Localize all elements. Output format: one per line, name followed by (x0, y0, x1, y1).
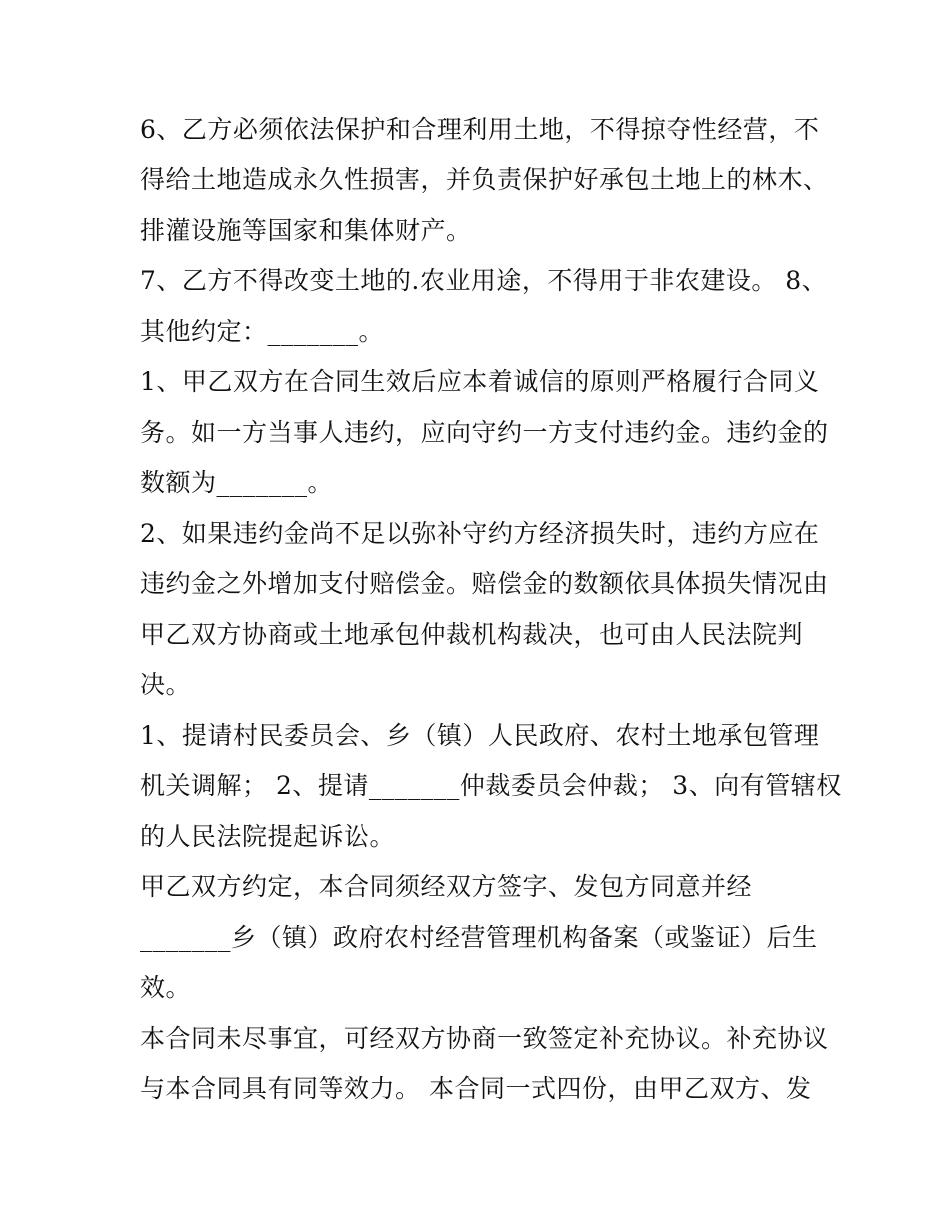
text-line: 效。 (140, 973, 192, 1002)
text-line: 机关调解； 2、提请_______仲裁委员会仲裁； 3、向有管辖权 (140, 771, 842, 800)
text-line: 1、甲乙双方在合同生效后应本着诚信的原则严格履行合同义 (140, 367, 820, 396)
text-line: 甲乙双方协商或土地承包仲裁机构裁决，也可由人民法院判 (140, 620, 804, 649)
text-line: 本合同未尽事宜，可经双方协商一致签定补充协议。补充协议 (140, 1024, 829, 1053)
text-line: 得给土地造成永久性损害，并负责保护好承包土地上的林木、 (140, 165, 829, 194)
text-line: 数额为_______。 (140, 468, 334, 497)
text-line: 的人民法院提起诉讼。 (140, 822, 396, 851)
text-line: 排灌设施等国家和集体财产。 (140, 216, 472, 245)
text-line: 7、乙方不得改变土地的.农业用途，不得用于非农建设。 8、 (140, 266, 828, 295)
text-line: 1、提请村民委员会、乡（镇）人民政府、农村土地承包管理 (140, 721, 820, 750)
text-line: 其他约定：_______。 (140, 317, 385, 346)
text-line: 6、乙方必须依法保护和合理利用土地，不得掠夺性经营，不 (140, 115, 820, 144)
text-line: 甲乙双方约定，本合同须经双方签字、发包方同意并经 (140, 872, 753, 901)
text-line: _______乡（镇）政府农村经营管理机构备案（或鉴证）后生 (140, 923, 818, 952)
text-line: 与本合同具有同等效力。 本合同一式四份，由甲乙双方、发 (140, 1074, 812, 1103)
text-line: 违约金之外增加支付赔偿金。赔偿金的数额依具体损失情况由 (140, 569, 829, 598)
text-line: 决。 (140, 670, 192, 699)
text-line: 务。如一方当事人违约，应向守约一方支付违约金。违约金的 (140, 418, 829, 447)
text-line: 2、如果违约金尚不足以弥补守约方经济损失时，违约方应在 (140, 519, 820, 548)
